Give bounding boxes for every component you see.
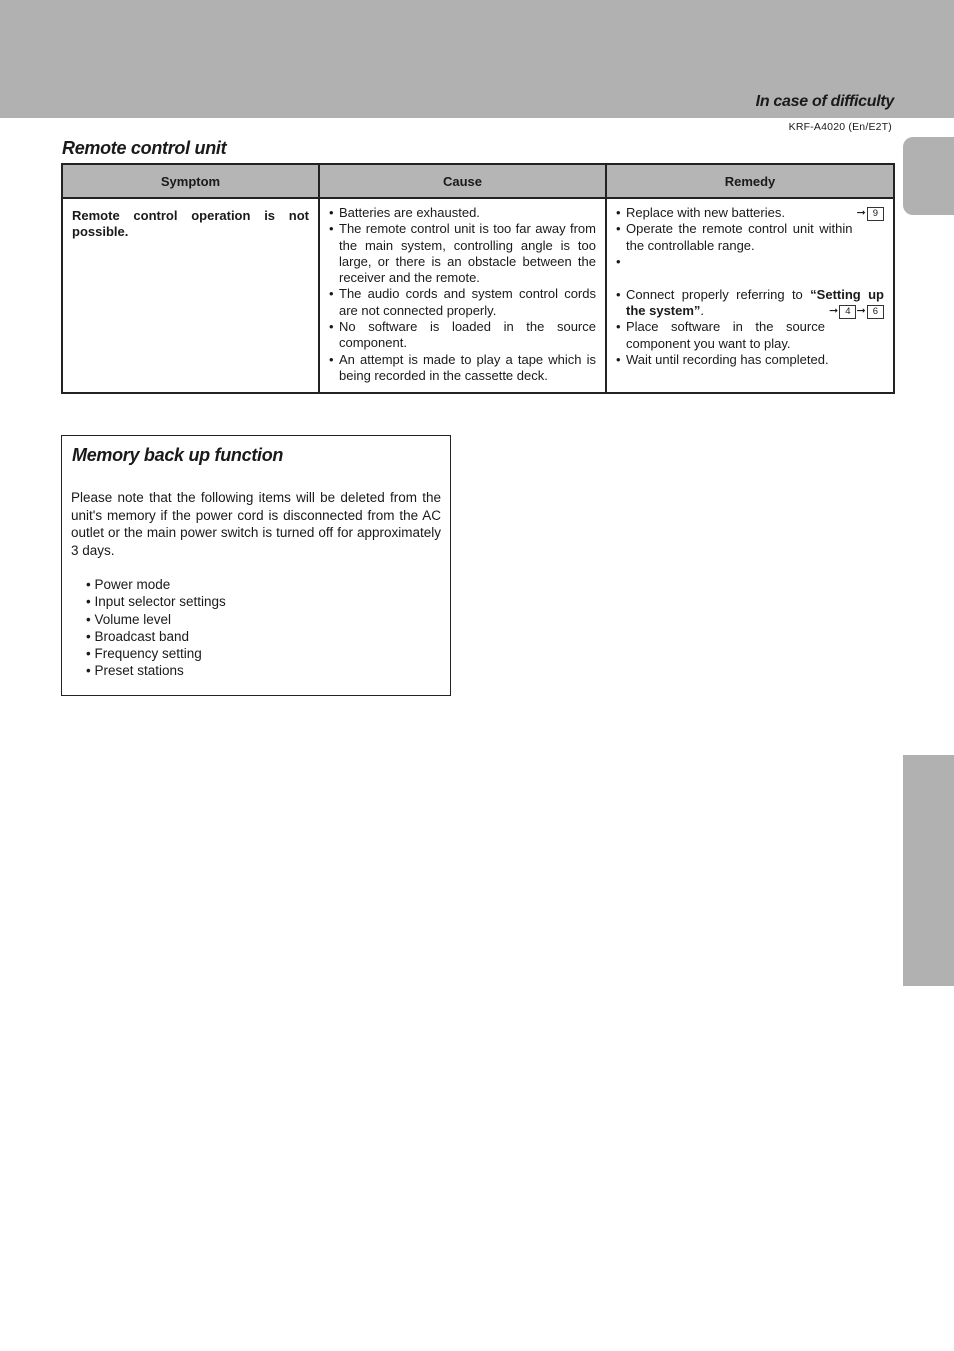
remedy-item: • Wait until recording has completed. <box>616 352 884 368</box>
list-item: • Power mode <box>86 576 226 593</box>
memory-backup-title: Memory back up function <box>72 445 284 465</box>
setting-up-link-text: “Setting up the system” <box>626 286 884 319</box>
cause-item: • The audio cords and system control cords are not connected properly. <box>329 286 596 319</box>
remedy-item: • ➞ 9 Replace with new batteries. <box>616 205 884 221</box>
side-tab-top <box>903 137 954 215</box>
page-reference <box>856 205 884 222</box>
cause-item: • The remote control unit is too far away from the main system, controlling angle is too large, or there is an obstacle between the receiver and the remote. <box>329 221 596 286</box>
table-header-row <box>62 164 894 198</box>
arrow-icon: ➞ <box>856 305 866 318</box>
list-item: • Frequency setting <box>86 645 226 662</box>
troubleshooting-table <box>61 163 895 394</box>
arrow-icon: ➞ <box>828 305 839 318</box>
remedy-cell <box>606 198 894 393</box>
page-reference <box>829 303 884 320</box>
symptom-cell: Remote control operation is not possible. <box>62 198 319 393</box>
remote-control-heading: Remote control unit <box>62 138 227 158</box>
list-item: • Preset stations <box>86 662 226 679</box>
list-item: • Input selector settings <box>86 593 226 610</box>
model-code: KRF-A4020 (En/E2T) <box>788 121 892 133</box>
remedy-item: • Operate the remote control unit within the controllable range. <box>616 221 884 254</box>
book-icon: 9 <box>867 207 884 221</box>
column-header-symptom: Symptom <box>62 164 319 198</box>
list-item: • Volume level <box>86 611 226 628</box>
remedy-item: • Place software in the source component you want to play. <box>616 319 884 352</box>
column-header-cause: Cause <box>319 164 606 198</box>
memory-backup-box <box>61 435 451 696</box>
cause-cell <box>319 198 606 393</box>
book-icon: 6 <box>867 305 884 319</box>
column-header-remedy: Remedy <box>606 164 894 198</box>
remedy-item: • Connect properly referring to “Setting up the system”. ➞ 4 ➞ 6 <box>616 287 884 320</box>
table-row <box>62 198 894 393</box>
list-item: • Broadcast band <box>86 628 226 645</box>
cause-item: • An attempt is made to play a tape which is being recorded in the cassette deck. <box>329 352 596 385</box>
book-icon: 4 <box>839 305 856 319</box>
arrow-icon: ➞ <box>856 207 866 219</box>
cause-item: • No software is loaded in the source component. <box>329 319 596 352</box>
memory-backup-description: Please note that the following items will be deleted from the unit's memory if the power cord is disconnected from the AC outlet or the main power switch is turned off for approximately 3 days. <box>71 490 441 558</box>
side-tab-bottom <box>903 755 954 986</box>
cause-item: • Batteries are exhausted. <box>329 205 596 221</box>
spacer <box>616 254 884 287</box>
section-title: In case of difficulty <box>755 93 894 110</box>
memory-items-list <box>86 576 226 680</box>
